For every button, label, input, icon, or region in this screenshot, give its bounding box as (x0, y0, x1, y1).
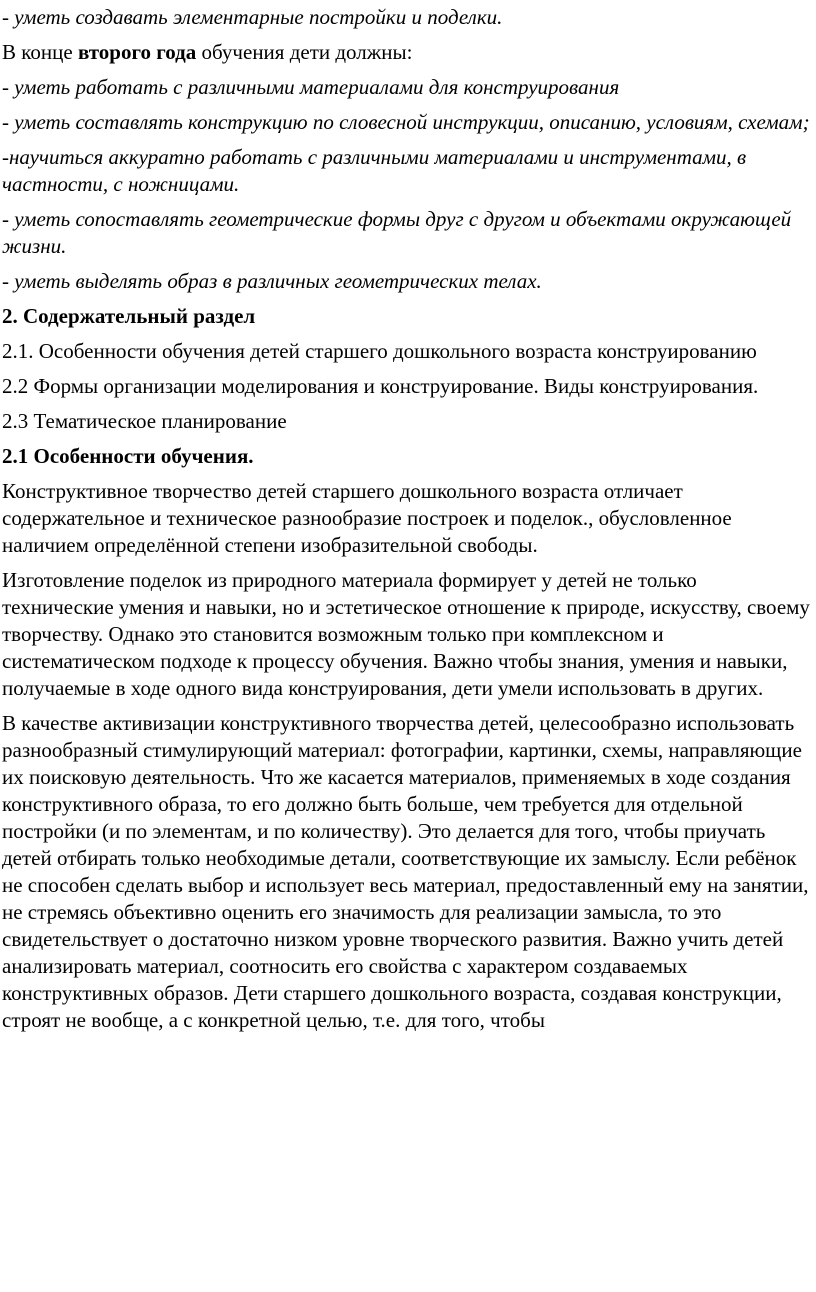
list-item: - уметь составлять конструкцию по словесной инструкции, описанию, условиям, схемам; (2, 110, 810, 134)
body-paragraph: Изготовление поделок из природного материала формирует у детей не только технические умения и навыки, но и эстетическое отношение к природе, искусству, своему творчеству. Однако это становится возможным только при комплексном и систематическом подходе к процессу обучения. Важно чтобы знания, умения и навыки, получаемые в ходе одного вида конструирования, дети умели использовать в других. (2, 568, 810, 700)
list-item: - уметь сопоставлять геометрические формы друг с другом и объектами окружающей жизни. (2, 207, 792, 258)
toc-item: 2.1. Особенности обучения детей старшего дошкольного возраста конструированию (2, 339, 757, 363)
intro-item: - уметь создавать элементарные постройки и поделки. (2, 5, 503, 29)
toc-item: 2.2 Формы организации моделирования и конструирование. Виды конструирования. (2, 374, 759, 398)
toc-item: 2.3 Тематическое планирование (2, 409, 287, 433)
second-year-suffix: обучения дети должны: (196, 40, 413, 64)
body-paragraph: Конструктивное творчество детей старшего дошкольного возраста отличает содержательное и техническое разнообразие построек и поделок., обусловленное наличием определённой степени изобразительной свободы. (2, 479, 732, 557)
second-year-prefix: В конце (2, 40, 78, 64)
second-year-bold: второго года (77, 40, 197, 64)
body-paragraph: В качестве активизации конструктивного творчества детей, целесообразно использовать разнообразный стимулирующий материал: фотографии, картинки, схемы, направляющие их поисковую деятельность. Что же касается материалов, применяемых в ходе создания конструктивного образа, то его должно быть больше, чем требуется для отдельной постройки (и по элементам, и по количеству). Это делается для того, чтобы приучать детей отбирать только необходимые детали, соответствующие их замыслу. Если ребёнок не способен сделать выбор и использует весь материал, предоставленный ему на занятии, не стремясь объективно оценить его значимость для реализации замысла, то это свидетельствует о достаточно низком уровне творческого развития. Важно учить детей анализировать материал, соотносить его свойства с характером создаваемых конструктивных образов. Дети старшего дошкольного возраста, создавая конструкции, строят не вообще, а с конкретной целью, т.е. для того, чтобы (2, 711, 809, 1032)
list-item: -научиться аккуратно работать с различными материалами и инструментами, в частности, с ножницами. (2, 145, 747, 196)
document-page (0, 4, 816, 1292)
section-heading: 2. Содержательный раздел (2, 304, 256, 328)
list-item: - уметь работать с различными материалами для конструирования (2, 75, 620, 99)
list-item: - уметь выделять образ в различных геометрических телах. (2, 269, 542, 293)
second-year-line (2, 39, 812, 66)
subsection-heading: 2.1 Особенности обучения. (2, 444, 254, 468)
